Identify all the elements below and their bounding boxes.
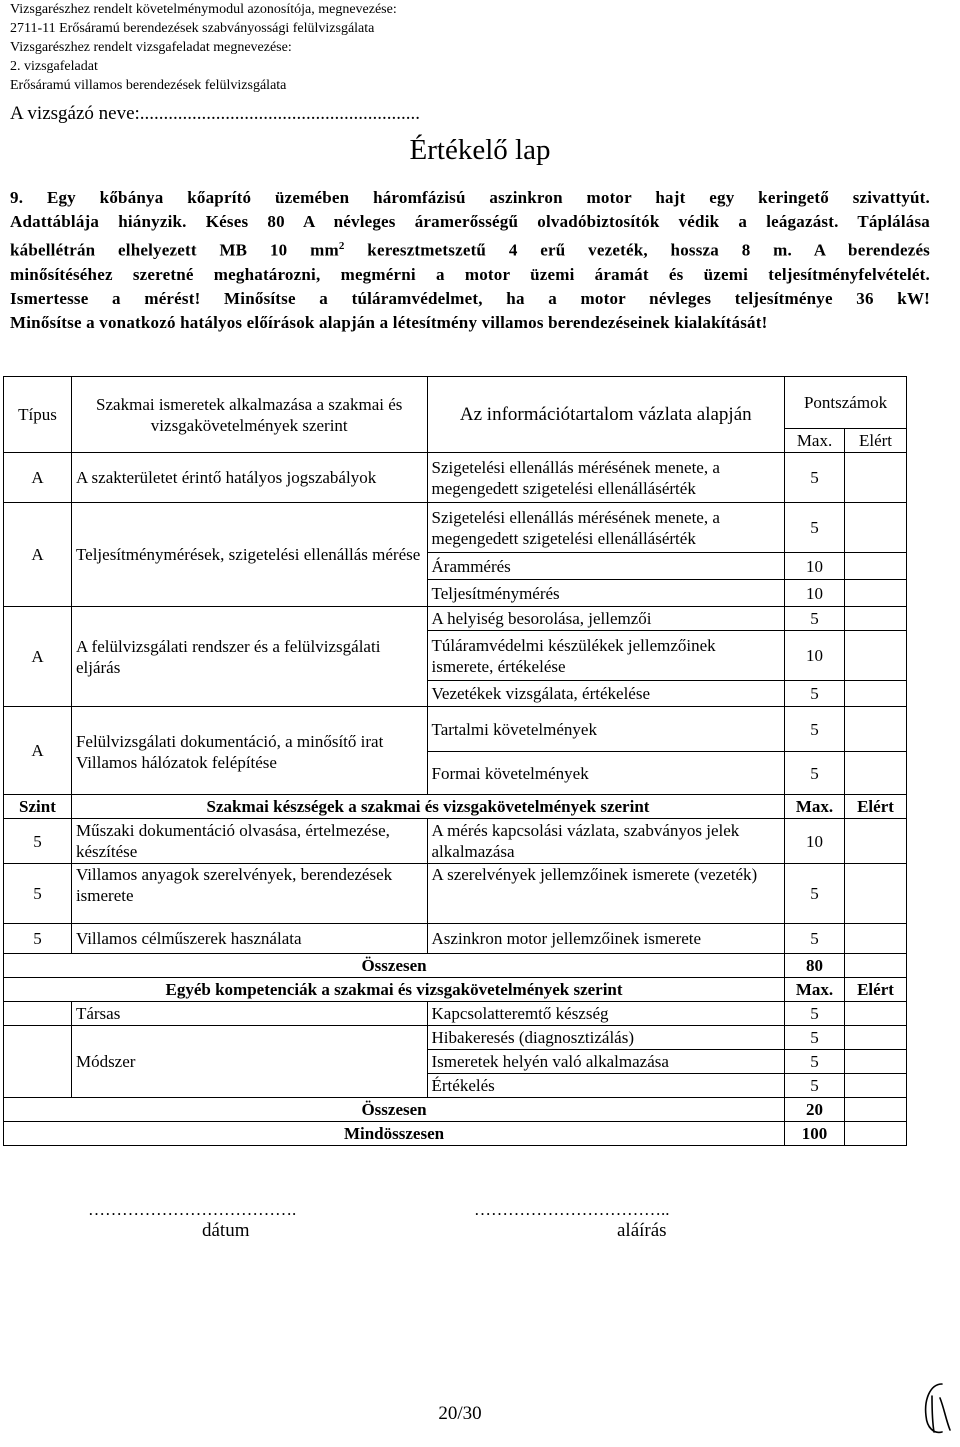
other-competencies-header: Egyéb kompetenciák a szakmai és vizsgakövetelmények szerint <box>4 978 785 1002</box>
col-elert-header: Elért <box>845 429 907 453</box>
max-cell: 5 <box>785 503 845 553</box>
task-line: kábellétrán elhelyezett MB 10 $mm^2$ keresztmetszetű 4 erű vezeték, hossza 8 m. A berendezés <box>10 240 931 260</box>
grand-total-value: 100 <box>785 1122 845 1146</box>
elert-cell[interactable] <box>845 1074 907 1098</box>
info-cell: A szerelvények jellemzőinek ismerete (vezeték) <box>427 864 785 924</box>
elert-cell[interactable] <box>845 553 907 580</box>
task-line: Ismertesse a mérést! Minősítse a túláramvédelmet, ha a motor névleges teljesítménye 36 kW! <box>10 288 930 308</box>
info-cell: Tartalmi követelmények <box>427 707 785 752</box>
elert-cell[interactable] <box>845 864 907 924</box>
info-cell: Szigetelési ellenállás mérésének menete, a megengedett szigetelési ellenállásérték <box>427 503 785 553</box>
other-elert-header: Elért <box>845 978 907 1002</box>
skill-cell: Villamos anyagok szerelvények, berendezések ismerete <box>71 864 427 924</box>
max-cell: 10 <box>785 553 845 580</box>
document-header <box>10 0 397 95</box>
task-line: minősítéséhez szeretné meghatározni, megmérni a motor üzemi áramát és üzemi teljesítményfelvételét. <box>10 264 930 284</box>
level-cell: 5 <box>4 864 72 924</box>
task-description <box>10 186 930 335</box>
elert-cell[interactable] <box>845 1002 907 1026</box>
col-type-header: Típus <box>4 377 72 453</box>
header-line: 2711-11 Erősáramú berendezések szabványossági felülvizsgálata <box>10 21 375 36</box>
elert-cell[interactable] <box>845 631 907 681</box>
elert-cell[interactable] <box>845 707 907 752</box>
header-line: Erősáramú villamos berendezések felülvizsgálata <box>10 78 287 93</box>
handwritten-initial <box>920 1378 954 1438</box>
info-cell: Formai követelmények <box>427 752 785 795</box>
max-cell: 10 <box>785 631 845 681</box>
other-max-header: Max. <box>785 978 845 1002</box>
col-max-header: Max. <box>785 429 845 453</box>
max-cell: 5 <box>785 924 845 954</box>
max-cell: 5 <box>785 864 845 924</box>
signature-label: aláírás <box>617 1220 667 1241</box>
subtotal-label: Összesen <box>4 1098 785 1122</box>
knowledge-cell: Teljesítménymérések, szigetelési ellenállás mérése <box>71 503 427 607</box>
level-cell: 5 <box>4 819 72 864</box>
info-cell: Vezetékek vizsgálata, értékelése <box>427 681 785 707</box>
examinee-name-field: A vizsgázó neve:........................................................... <box>10 103 421 124</box>
knowledge-cell: Villamos hálózatok felépítése <box>71 752 427 795</box>
max-cell: 10 <box>785 580 845 607</box>
type-cell: A <box>4 453 72 503</box>
skills-max-header: Max. <box>785 795 845 819</box>
max-cell: 5 <box>785 681 845 707</box>
max-cell: 5 <box>785 707 845 752</box>
elert-cell[interactable] <box>845 1050 907 1074</box>
date-label: dátum <box>202 1220 250 1241</box>
subtotal-value: 80 <box>785 954 845 978</box>
info-cell: Teljesítménymérés <box>427 580 785 607</box>
competency-cell: Társas <box>71 1002 427 1026</box>
elert-cell[interactable] <box>845 752 907 795</box>
task-line: Minősítse a vonatkozó hatályos előírások alapján a létesítmény villamos berendezéseinek kialakítását! <box>10 312 768 332</box>
type-cell: A <box>4 707 72 795</box>
elert-cell[interactable] <box>845 681 907 707</box>
info-cell: Szigetelési ellenállás mérésének menete, a megengedett szigetelési ellenállásérték <box>427 453 785 503</box>
date-line: ………………………………. <box>88 1200 297 1219</box>
info-cell: Értékelés <box>427 1074 785 1098</box>
max-cell: 5 <box>785 607 845 631</box>
elert-cell[interactable] <box>845 1122 907 1146</box>
skills-header: Szakmai készségek a szakmai és vizsgakövetelmények szerint <box>71 795 784 819</box>
skills-elert-header: Elért <box>845 795 907 819</box>
elert-cell[interactable] <box>845 1026 907 1050</box>
task-line: 9. Egy kőbánya kőaprító üzemében háromfázisú aszinkron motor hajt egy keringető szivattyút. <box>10 188 930 207</box>
elert-cell[interactable] <box>845 924 907 954</box>
subtotal-label: Összesen <box>4 954 785 978</box>
competency-cell: Módszer <box>71 1026 427 1098</box>
max-cell: 5 <box>785 1026 845 1050</box>
type-cell: A <box>4 503 72 607</box>
skill-cell: Műszaki dokumentáció olvasása, értelmezése, készítése <box>71 819 427 864</box>
max-cell: 5 <box>785 1002 845 1026</box>
info-cell: Hibakeresés (diagnosztizálás) <box>427 1026 785 1050</box>
grand-total-label: Mindösszesen <box>4 1122 785 1146</box>
knowledge-cell: Felülvizsgálati dokumentáció, a minősítő irat <box>71 707 427 752</box>
max-cell: 5 <box>785 1050 845 1074</box>
skill-cell: Villamos célműszerek használata <box>71 924 427 954</box>
elert-cell[interactable] <box>845 453 907 503</box>
info-cell: A mérés kapcsolási vázlata, szabványos jelek alkalmazása <box>427 819 785 864</box>
task-line: Adattáblája hiányzik. Késes 80 A névleges áramerősségű olvadóbiztosítók védik a leágazást. Táplálása <box>10 212 930 231</box>
evaluation-table <box>3 376 907 1146</box>
info-cell: Túláramvédelmi készülékek jellemzőinek ismerete, értékelése <box>427 631 785 681</box>
info-cell: Kapcsolatteremtő készség <box>427 1002 785 1026</box>
info-cell: Aszinkron motor jellemzőinek ismerete <box>427 924 785 954</box>
col-points-header: Pontszámok <box>785 377 907 429</box>
elert-cell[interactable] <box>845 1098 907 1122</box>
elert-cell[interactable] <box>845 954 907 978</box>
max-cell: 5 <box>785 752 845 795</box>
info-cell: A helyiség besorolása, jellemzői <box>427 607 785 631</box>
signature-line: …………………………….. <box>474 1200 670 1219</box>
elert-cell[interactable] <box>845 503 907 553</box>
info-cell: Ismeretek helyén való alkalmazása <box>427 1050 785 1074</box>
knowledge-cell: A szakterületet érintő hatályos jogszabályok <box>71 453 427 503</box>
col-info-header: Az információtartalom vázlata alapján <box>427 377 785 453</box>
skills-level-header: Szint <box>4 795 72 819</box>
header-line: 2. vizsgafeladat <box>10 59 98 74</box>
level-cell: 5 <box>4 924 72 954</box>
col-knowledge-header: Szakmai ismeretek alkalmazása a szakmai és vizsgakövetelmények szerint <box>71 377 427 453</box>
info-cell: Árammérés <box>427 553 785 580</box>
elert-cell[interactable] <box>845 819 907 864</box>
type-cell: A <box>4 607 72 707</box>
elert-cell[interactable] <box>845 607 907 631</box>
elert-cell[interactable] <box>845 580 907 607</box>
max-cell: 5 <box>785 453 845 503</box>
header-line: Vizsgarészhez rendelt követelménymodul azonosítója, megnevezése: <box>10 2 397 17</box>
subtotal-value: 20 <box>785 1098 845 1122</box>
page-number: 20/30 <box>438 1403 482 1424</box>
page-title: Értékelő lap <box>409 134 551 166</box>
max-cell: 10 <box>785 819 845 864</box>
knowledge-cell: A felülvizsgálati rendszer és a felülvizsgálati eljárás <box>71 607 427 707</box>
header-line: Vizsgarészhez rendelt vizsgafeladat megnevezése: <box>10 40 292 55</box>
max-cell: 5 <box>785 1074 845 1098</box>
